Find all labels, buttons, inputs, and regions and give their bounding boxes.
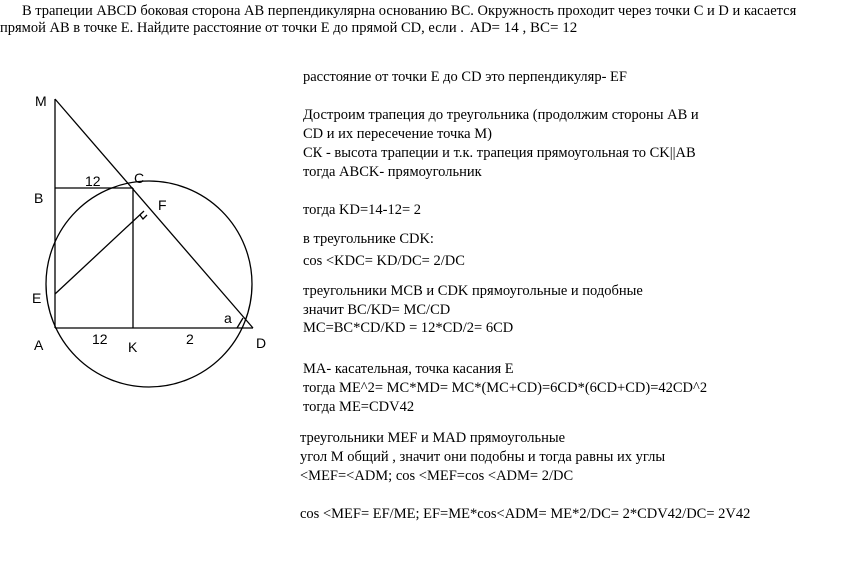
- solution-line-13: тогда ME^2= MC*MD= MC*(MC+CD)=6CD*(6CD+CD)=42CD^2: [303, 380, 708, 396]
- segment-label-kd: 2: [186, 331, 194, 347]
- point-label-m: M: [35, 93, 47, 109]
- solution-line-18: cos <MEF= EF/ME; EF=ME*cos<ADM= ME*2/DC= 2*CDV42/DC= 2V42: [300, 506, 751, 522]
- solution-line-2: Достроим трапеция до треугольника (продолжим стороны АВ и: [303, 107, 699, 123]
- solution-line-1: расстояние от точки E до CD это перпендикуляр- EF: [303, 69, 627, 85]
- solution-line-16: угол М общий , значит они подобны и тогда равны их углы: [300, 449, 666, 465]
- solution-line-6: тогда KD=14-12= 2: [303, 202, 422, 218]
- problem-line-2-text: прямой AB в точке E. Найдите расстояние от точки E до прямой CD, если .: [0, 20, 464, 36]
- solution-line-14: тогда ME=CDV42: [303, 399, 415, 415]
- solution-line-10: значит BC/KD= MC/CD: [303, 302, 451, 318]
- solution-line-9: треугольники MCB и CDK прямоугольные и подобные: [303, 283, 643, 299]
- point-label-f: F: [158, 197, 167, 213]
- solution-line-11: MC=BC*CD/KD = 12*CD/2= 6CD: [303, 320, 514, 336]
- segment-label-ak: 12: [92, 331, 108, 347]
- problem-line-1: В трапеции ABCD боковая сторона AB перпендикулярна основанию BC. Окружность проходит через точки C и D и касается: [22, 3, 797, 19]
- angle-label-a: a: [224, 310, 232, 326]
- circle: [46, 181, 252, 387]
- right-angle-mark-f: [140, 215, 147, 219]
- point-label-c: C: [134, 170, 145, 186]
- angle-mark-d: [237, 318, 243, 328]
- point-label-a: A: [34, 337, 44, 353]
- solution-line-17: <MEF=<ADM; cos <MEF=cos <ADM= 2/DC: [300, 468, 574, 484]
- line-ef: [55, 211, 144, 294]
- point-label-d: D: [256, 335, 267, 351]
- solution-line-15: треугольники MEF и MAD прямоугольные: [300, 430, 566, 446]
- solution-line-3: CD и их пересечение точка М): [303, 126, 492, 142]
- solution-line-12: MA- касательная, точка касания E: [303, 361, 514, 377]
- segment-label-bc: 12: [85, 173, 101, 189]
- point-label-k: K: [128, 339, 138, 355]
- solution-line-4: СК - высота трапеции и т.к. трапеция прямоугольная то CK||AB: [303, 145, 696, 161]
- solution-line-5: тогда ABCK- прямоугольник: [303, 164, 482, 180]
- solution-line-7: в треугольнике CDK:: [303, 231, 434, 247]
- point-label-b: B: [34, 190, 44, 206]
- given-values: AD= 14 , BC= 12: [469, 20, 578, 36]
- solution-line-8: cos <KDC= KD/DC= 2/DC: [303, 253, 465, 269]
- point-label-e: E: [32, 290, 42, 306]
